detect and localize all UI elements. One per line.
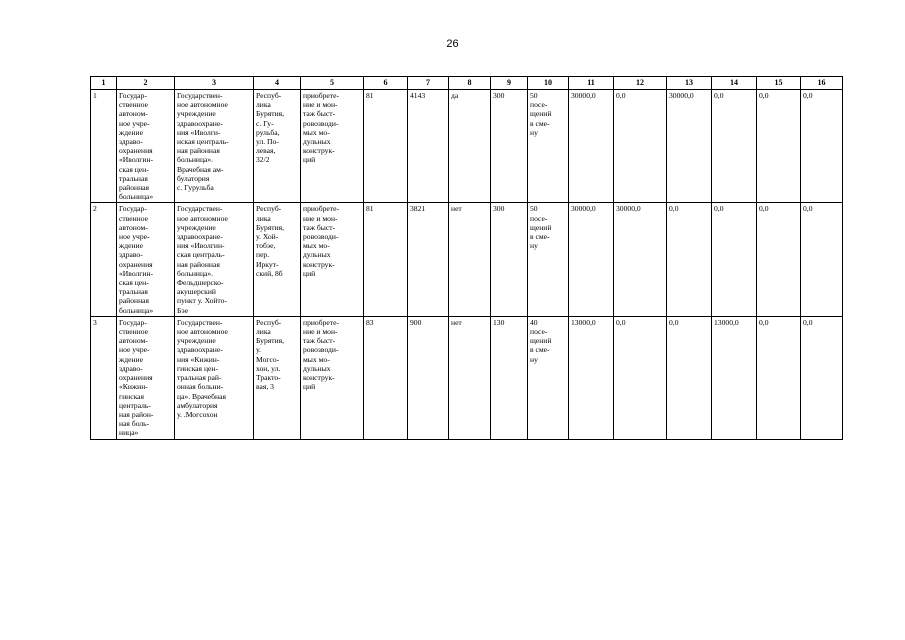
cell-line: тральная	[119, 173, 148, 183]
cell-line: ждение	[119, 241, 143, 251]
cell-line: учреждение	[177, 336, 216, 346]
column-header-5: 5	[301, 77, 364, 90]
table-cell-col-11: 30000,0	[569, 203, 614, 316]
table-cell-col-14: 0,0	[712, 203, 757, 316]
cell-line: учреждение	[177, 109, 216, 119]
table-cell-col-15: 0,0	[757, 316, 801, 439]
cell-line: онная больни-	[177, 382, 224, 392]
column-header-2: 2	[117, 77, 175, 90]
cell-line: районная	[119, 296, 150, 306]
cell-line: таж быст-	[303, 109, 336, 119]
table-cell-col-13: 30000,0	[667, 90, 712, 203]
cell-line: 50	[530, 204, 538, 214]
table-cell-col-4	[254, 203, 301, 316]
table-cell-col-2	[117, 316, 175, 439]
cell-line: щений	[530, 222, 552, 232]
table-cell-col-16: 0,0	[801, 203, 843, 316]
cell-line: приобрете-	[303, 204, 339, 214]
cell-line: ский, 8б	[256, 268, 283, 278]
cell-line: Государствен-	[177, 317, 223, 327]
cell-line: ждение	[119, 354, 143, 364]
cell-line: ну	[530, 127, 538, 137]
cell-line: ница»	[119, 428, 139, 438]
cell-line: ственное	[119, 327, 148, 337]
cell-line: тральная рай-	[177, 373, 222, 383]
cell-line: ская цен-	[119, 278, 149, 288]
table-cell-col-5	[301, 316, 364, 439]
cell-line: амбулатория	[177, 400, 218, 410]
cell-line: Респуб-	[256, 91, 282, 100]
cell-line: лика	[256, 327, 271, 337]
cell-line: здравоохране-	[177, 118, 223, 128]
cell-line: ная районная	[177, 259, 220, 269]
cell-line: здраво-	[119, 250, 143, 260]
cell-line: Государ-	[119, 204, 147, 214]
column-header-11: 11	[569, 77, 614, 90]
table-cell-col-3	[175, 316, 254, 439]
column-header-3: 3	[175, 77, 254, 90]
cell-line: «Иволгин-	[119, 268, 154, 278]
cell-line: ние и мон-	[303, 327, 338, 337]
cell-line: 40	[530, 317, 538, 327]
table-cell-col-11: 13000,0	[569, 316, 614, 439]
cell-line: ное учре-	[119, 118, 150, 128]
cell-line: в сме-	[530, 232, 550, 242]
cell-line: посе-	[530, 100, 548, 110]
table-cell-col-9: 300	[491, 90, 528, 203]
cell-line: приобрете-	[303, 91, 339, 100]
table-cell-col-11: 30000,0	[569, 90, 614, 203]
column-header-10: 10	[528, 77, 569, 90]
table-cell-col-1: 2	[91, 203, 117, 316]
cell-line: автоном-	[119, 222, 148, 232]
cell-line: у. .Могсохон	[177, 409, 218, 419]
table-cell-col-7: 4143	[408, 90, 449, 203]
cell-line: с. Гу-	[256, 118, 274, 128]
table-cell-col-3	[175, 90, 254, 203]
table-cell-col-10	[528, 90, 569, 203]
cell-line: дульных	[303, 137, 331, 147]
cell-line: акушерский	[177, 287, 216, 297]
cell-line: 50	[530, 91, 538, 100]
table-cell-col-2	[117, 90, 175, 203]
cell-line: гинская цен-	[177, 363, 218, 373]
table-cell-col-5	[301, 203, 364, 316]
cell-line: Бэе	[177, 305, 188, 315]
table-row	[91, 203, 843, 316]
cell-line: в сме-	[530, 345, 550, 355]
cell-line: ций	[303, 268, 316, 278]
cell-line: ца». Врачебная	[177, 391, 226, 401]
table-cell-col-12: 30000,0	[614, 203, 667, 316]
cell-line: больница».	[177, 268, 214, 278]
cell-line: ственное	[119, 213, 148, 223]
cell-line: учреждение	[177, 222, 216, 232]
cell-line: дульных	[303, 250, 331, 260]
table-cell-col-16: 0,0	[801, 90, 843, 203]
cell-line: Респуб-	[256, 204, 282, 214]
cell-line: дульных	[303, 363, 331, 373]
cell-line: щений	[530, 109, 552, 119]
cell-line: с. Гурульба	[177, 183, 214, 193]
table-row	[91, 90, 843, 203]
cell-line: булатория	[177, 173, 210, 183]
cell-line: ровозводи-	[303, 345, 339, 355]
cell-line: Тракто-	[256, 373, 281, 383]
table-cell-col-6: 81	[364, 203, 408, 316]
table-cell-col-7: 3821	[408, 203, 449, 316]
column-header-12: 12	[614, 77, 667, 90]
cell-line: посе-	[530, 327, 548, 337]
column-header-15: 15	[757, 77, 801, 90]
cell-line: ну	[530, 354, 538, 364]
column-header-4: 4	[254, 77, 301, 90]
table-cell-col-12: 0,0	[614, 90, 667, 203]
cell-line: пер.	[256, 250, 270, 260]
table-cell-col-10	[528, 203, 569, 316]
table-cell-col-9: 300	[491, 203, 528, 316]
table-cell-col-6: 81	[364, 90, 408, 203]
table-cell-col-3	[175, 203, 254, 316]
table-cell-col-13: 0,0	[667, 203, 712, 316]
table-cell-col-10	[528, 316, 569, 439]
cell-line: щений	[530, 336, 552, 346]
cell-line: охранения	[119, 259, 153, 269]
table-cell-col-15: 0,0	[757, 90, 801, 203]
cell-line: хон, ул.	[256, 363, 281, 373]
cell-line: Респуб-	[256, 317, 282, 327]
cell-line: ская централь-	[177, 250, 225, 260]
cell-line: нская централь-	[177, 137, 229, 147]
cell-line: лика	[256, 100, 271, 110]
table-cell-col-7: 900	[408, 316, 449, 439]
cell-line: Государствен-	[177, 91, 223, 100]
cell-line: Иркут-	[256, 259, 279, 269]
table-cell-col-8: нет	[449, 203, 491, 316]
cell-line: ровозводи-	[303, 118, 339, 128]
cell-line: ул. По-	[256, 137, 279, 147]
cell-line: гинская	[119, 391, 145, 401]
cell-line: Бурятия,	[256, 109, 285, 119]
cell-line: здравоохране-	[177, 345, 223, 355]
cell-line: ние и мон-	[303, 100, 338, 110]
cell-line: вая, 3	[256, 382, 274, 392]
cell-line: районная	[119, 183, 150, 193]
cell-line: ния «Кижин-	[177, 354, 220, 364]
cell-line: мых мо-	[303, 241, 330, 251]
cell-line: лика	[256, 213, 271, 223]
cell-line: «Иволгин-	[119, 155, 154, 165]
table-cell-col-12: 0,0	[614, 316, 667, 439]
cell-line: Могсо-	[256, 354, 280, 364]
cell-line: конструк-	[303, 373, 335, 383]
cell-line: Бурятия,	[256, 336, 285, 346]
column-header-13: 13	[667, 77, 712, 90]
cell-line: конструк-	[303, 146, 335, 156]
cell-line: ственное	[119, 100, 148, 110]
cell-line: тобэе,	[256, 241, 276, 251]
cell-line: ну	[530, 241, 538, 251]
table-cell-col-14: 0,0	[712, 90, 757, 203]
table-cell-col-16: 0,0	[801, 316, 843, 439]
cell-line: ская цен-	[119, 164, 149, 174]
cell-line: левая,	[256, 146, 276, 156]
table-cell-col-8: нет	[449, 316, 491, 439]
cell-line: ная район-	[119, 409, 154, 419]
cell-line: пункт у. Хойто-	[177, 296, 227, 306]
cell-line: у. Хой-	[256, 232, 279, 242]
cell-line: Врачебная ам-	[177, 164, 224, 174]
cell-line: Государ-	[119, 91, 147, 100]
table-cell-col-14: 13000,0	[712, 316, 757, 439]
cell-line: ное учре-	[119, 345, 150, 355]
column-header-6: 6	[364, 77, 408, 90]
column-header-9: 9	[491, 77, 528, 90]
cell-line: ное учре-	[119, 232, 150, 242]
cell-line: ное автономное	[177, 327, 228, 337]
cell-line: ния «Иволгин-	[177, 241, 225, 251]
cell-line: ное автономное	[177, 213, 228, 223]
cell-line: больница»	[119, 305, 154, 315]
cell-line: здраво-	[119, 137, 143, 147]
data-table	[90, 76, 843, 440]
table-cell-col-9: 130	[491, 316, 528, 439]
cell-line: ная районная	[177, 146, 220, 156]
page-number: 26	[446, 38, 459, 50]
cell-line: мых мо-	[303, 127, 330, 137]
table-cell-col-4	[254, 316, 301, 439]
cell-line: ждение	[119, 127, 143, 137]
cell-line: Бурятия,	[256, 222, 285, 232]
cell-line: охранения	[119, 373, 153, 383]
cell-line: ций	[303, 155, 316, 165]
cell-line: у.	[256, 345, 261, 355]
cell-line: конструк-	[303, 259, 335, 269]
table-cell-col-5	[301, 90, 364, 203]
cell-line: охранения	[119, 146, 153, 156]
cell-line: таж быст-	[303, 336, 336, 346]
cell-line: мых мо-	[303, 354, 330, 364]
cell-line: ние и мон-	[303, 213, 338, 223]
cell-line: Государ-	[119, 317, 147, 327]
column-header-7: 7	[408, 77, 449, 90]
cell-line: больница»	[119, 192, 154, 202]
cell-line: Фельдшерско-	[177, 278, 224, 288]
table-cell-col-6: 83	[364, 316, 408, 439]
cell-line: больница».	[177, 155, 214, 165]
table-cell-col-2	[117, 203, 175, 316]
column-header-16: 16	[801, 77, 843, 90]
table-cell-col-15: 0,0	[757, 203, 801, 316]
cell-line: приобрете-	[303, 317, 339, 327]
cell-line: тральная	[119, 287, 148, 297]
cell-line: ная боль-	[119, 419, 150, 429]
table-cell-col-4	[254, 90, 301, 203]
cell-line: ния «Иволги-	[177, 127, 221, 137]
cell-line: ровозводи-	[303, 232, 339, 242]
cell-line: в сме-	[530, 118, 550, 128]
table-header-row	[91, 77, 843, 90]
column-header-8: 8	[449, 77, 491, 90]
table-row	[91, 316, 843, 439]
cell-line: «Кижин-	[119, 382, 148, 392]
cell-line: автоном-	[119, 336, 148, 346]
table-cell-col-1: 3	[91, 316, 117, 439]
cell-line: ций	[303, 382, 316, 392]
table-cell-col-1: 1	[91, 90, 117, 203]
column-header-14: 14	[712, 77, 757, 90]
cell-line: Государствен-	[177, 204, 223, 214]
column-header-1: 1	[91, 77, 117, 90]
cell-line: ное автономное	[177, 100, 228, 110]
cell-line: централь-	[119, 400, 151, 410]
cell-line: здравоохране-	[177, 232, 223, 242]
cell-line: рульба,	[256, 127, 280, 137]
cell-line: таж быст-	[303, 222, 336, 232]
cell-line: здраво-	[119, 363, 143, 373]
cell-line: посе-	[530, 213, 548, 223]
cell-line: 32/2	[256, 155, 270, 165]
table-cell-col-13: 0,0	[667, 316, 712, 439]
cell-line: автоном-	[119, 109, 148, 119]
table-cell-col-8: да	[449, 90, 491, 203]
